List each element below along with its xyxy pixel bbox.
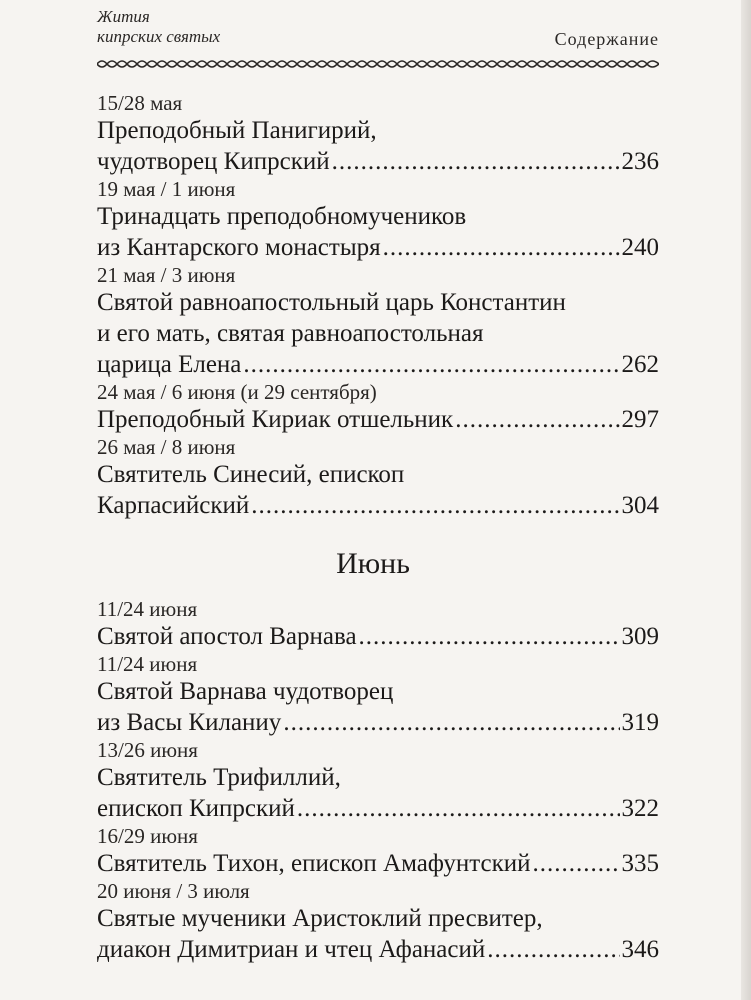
entry-date: 21 мая / 3 июня [97, 263, 236, 287]
dot-leader [251, 490, 619, 521]
ornamental-divider [97, 57, 659, 71]
section-title: Содержание [554, 29, 659, 49]
toc-entry [97, 879, 659, 965]
dot-leader [455, 404, 619, 435]
entry-last-line [97, 349, 659, 380]
dot-leader [383, 232, 620, 263]
page-edge [741, 0, 751, 1000]
book-title-line: кипрских святых [97, 27, 221, 46]
entry-date: 26 мая / 8 июня [97, 435, 236, 459]
entry-title-line: Святитель Трифиллий, [97, 764, 341, 791]
entry-title-line: Святой равноапостольный царь Константин [97, 289, 566, 316]
entry-date: 19 мая / 1 июня [97, 177, 236, 201]
entry-title-line: из Васы Киланиу [97, 709, 282, 736]
toc-entry [97, 380, 659, 435]
toc-entry [97, 738, 659, 824]
dot-leader [243, 349, 619, 380]
month-heading: Июнь [336, 547, 410, 580]
page-number: 322 [621, 795, 659, 822]
entry-date: 15/28 мая [97, 91, 183, 115]
entry-title-line: Святые мученики Аристоклий пресвитер, [97, 905, 543, 932]
entry-last-line [97, 793, 659, 824]
entry-last-line [97, 146, 659, 177]
page-number: 335 [621, 850, 659, 877]
entry-title-line: Святитель Синесий, епископ [97, 461, 405, 488]
entry-date: 13/26 июня [97, 738, 198, 762]
page-number: 346 [621, 936, 659, 963]
dot-leader [283, 707, 619, 738]
entry-date: 24 мая / 6 июня (и 29 сентября) [97, 380, 377, 404]
entry-title-line: Карпасийский [97, 492, 250, 519]
toc-entry [97, 177, 659, 263]
toc-entry [97, 91, 659, 177]
toc-entry [97, 263, 659, 380]
page-number: 236 [621, 148, 659, 175]
page-number: 319 [621, 709, 659, 736]
entry-last-line [97, 490, 659, 521]
entry-title-line: Тринадцать преподобномучеников [97, 203, 467, 230]
dot-leader [359, 621, 620, 652]
entry-last-line [97, 621, 659, 652]
may-entries [97, 91, 659, 521]
book-title-line: Жития [97, 7, 150, 26]
page-number: 297 [621, 406, 659, 433]
toc-entry [97, 824, 659, 879]
entry-title-line: и его мать, святая равноапостольная [97, 320, 484, 347]
entry-title-line: Святой апостол Варнава [97, 623, 357, 650]
entry-last-line [97, 232, 659, 263]
entry-title-line: чудотворец Кипрский [97, 148, 330, 175]
dot-leader [533, 848, 620, 879]
june-entries [97, 597, 659, 965]
table-of-contents [97, 91, 659, 965]
entry-last-line [97, 404, 659, 435]
entry-title-line: из Кантарского монастыря [97, 234, 381, 261]
entry-title-line: Святой Варнава чудотворец [97, 678, 394, 705]
page-number: 240 [621, 234, 659, 261]
entry-title-line: царица Елена [97, 351, 242, 378]
entry-last-line [97, 707, 659, 738]
entry-title-line: диакон Димитриан и чтец Афанасий [97, 936, 486, 963]
running-header [97, 7, 659, 55]
toc-entry [97, 652, 659, 738]
entry-date: 16/29 июня [97, 824, 198, 848]
entry-last-line [97, 848, 659, 879]
entry-last-line [97, 934, 659, 965]
book-title [97, 7, 220, 47]
page-number: 262 [621, 351, 659, 378]
dot-leader [297, 793, 620, 824]
toc-entry [97, 435, 659, 521]
entry-title-line: Преподобный Кириак отшельник [97, 406, 454, 433]
entry-date: 20 июня / 3 июля [97, 879, 250, 903]
page-number: 309 [621, 623, 659, 650]
entry-date: 11/24 июня [97, 652, 198, 676]
page-number: 304 [621, 492, 659, 519]
entry-date: 11/24 июня [97, 597, 198, 621]
toc-entry [97, 597, 659, 652]
dot-leader [487, 934, 619, 965]
dot-leader [332, 146, 620, 177]
entry-title-line: Преподобный Панигирий, [97, 117, 377, 144]
entry-title-line: Святитель Тихон, епископ Амафунтский [97, 850, 531, 877]
entry-title-line: епископ Кипрский [97, 795, 295, 822]
